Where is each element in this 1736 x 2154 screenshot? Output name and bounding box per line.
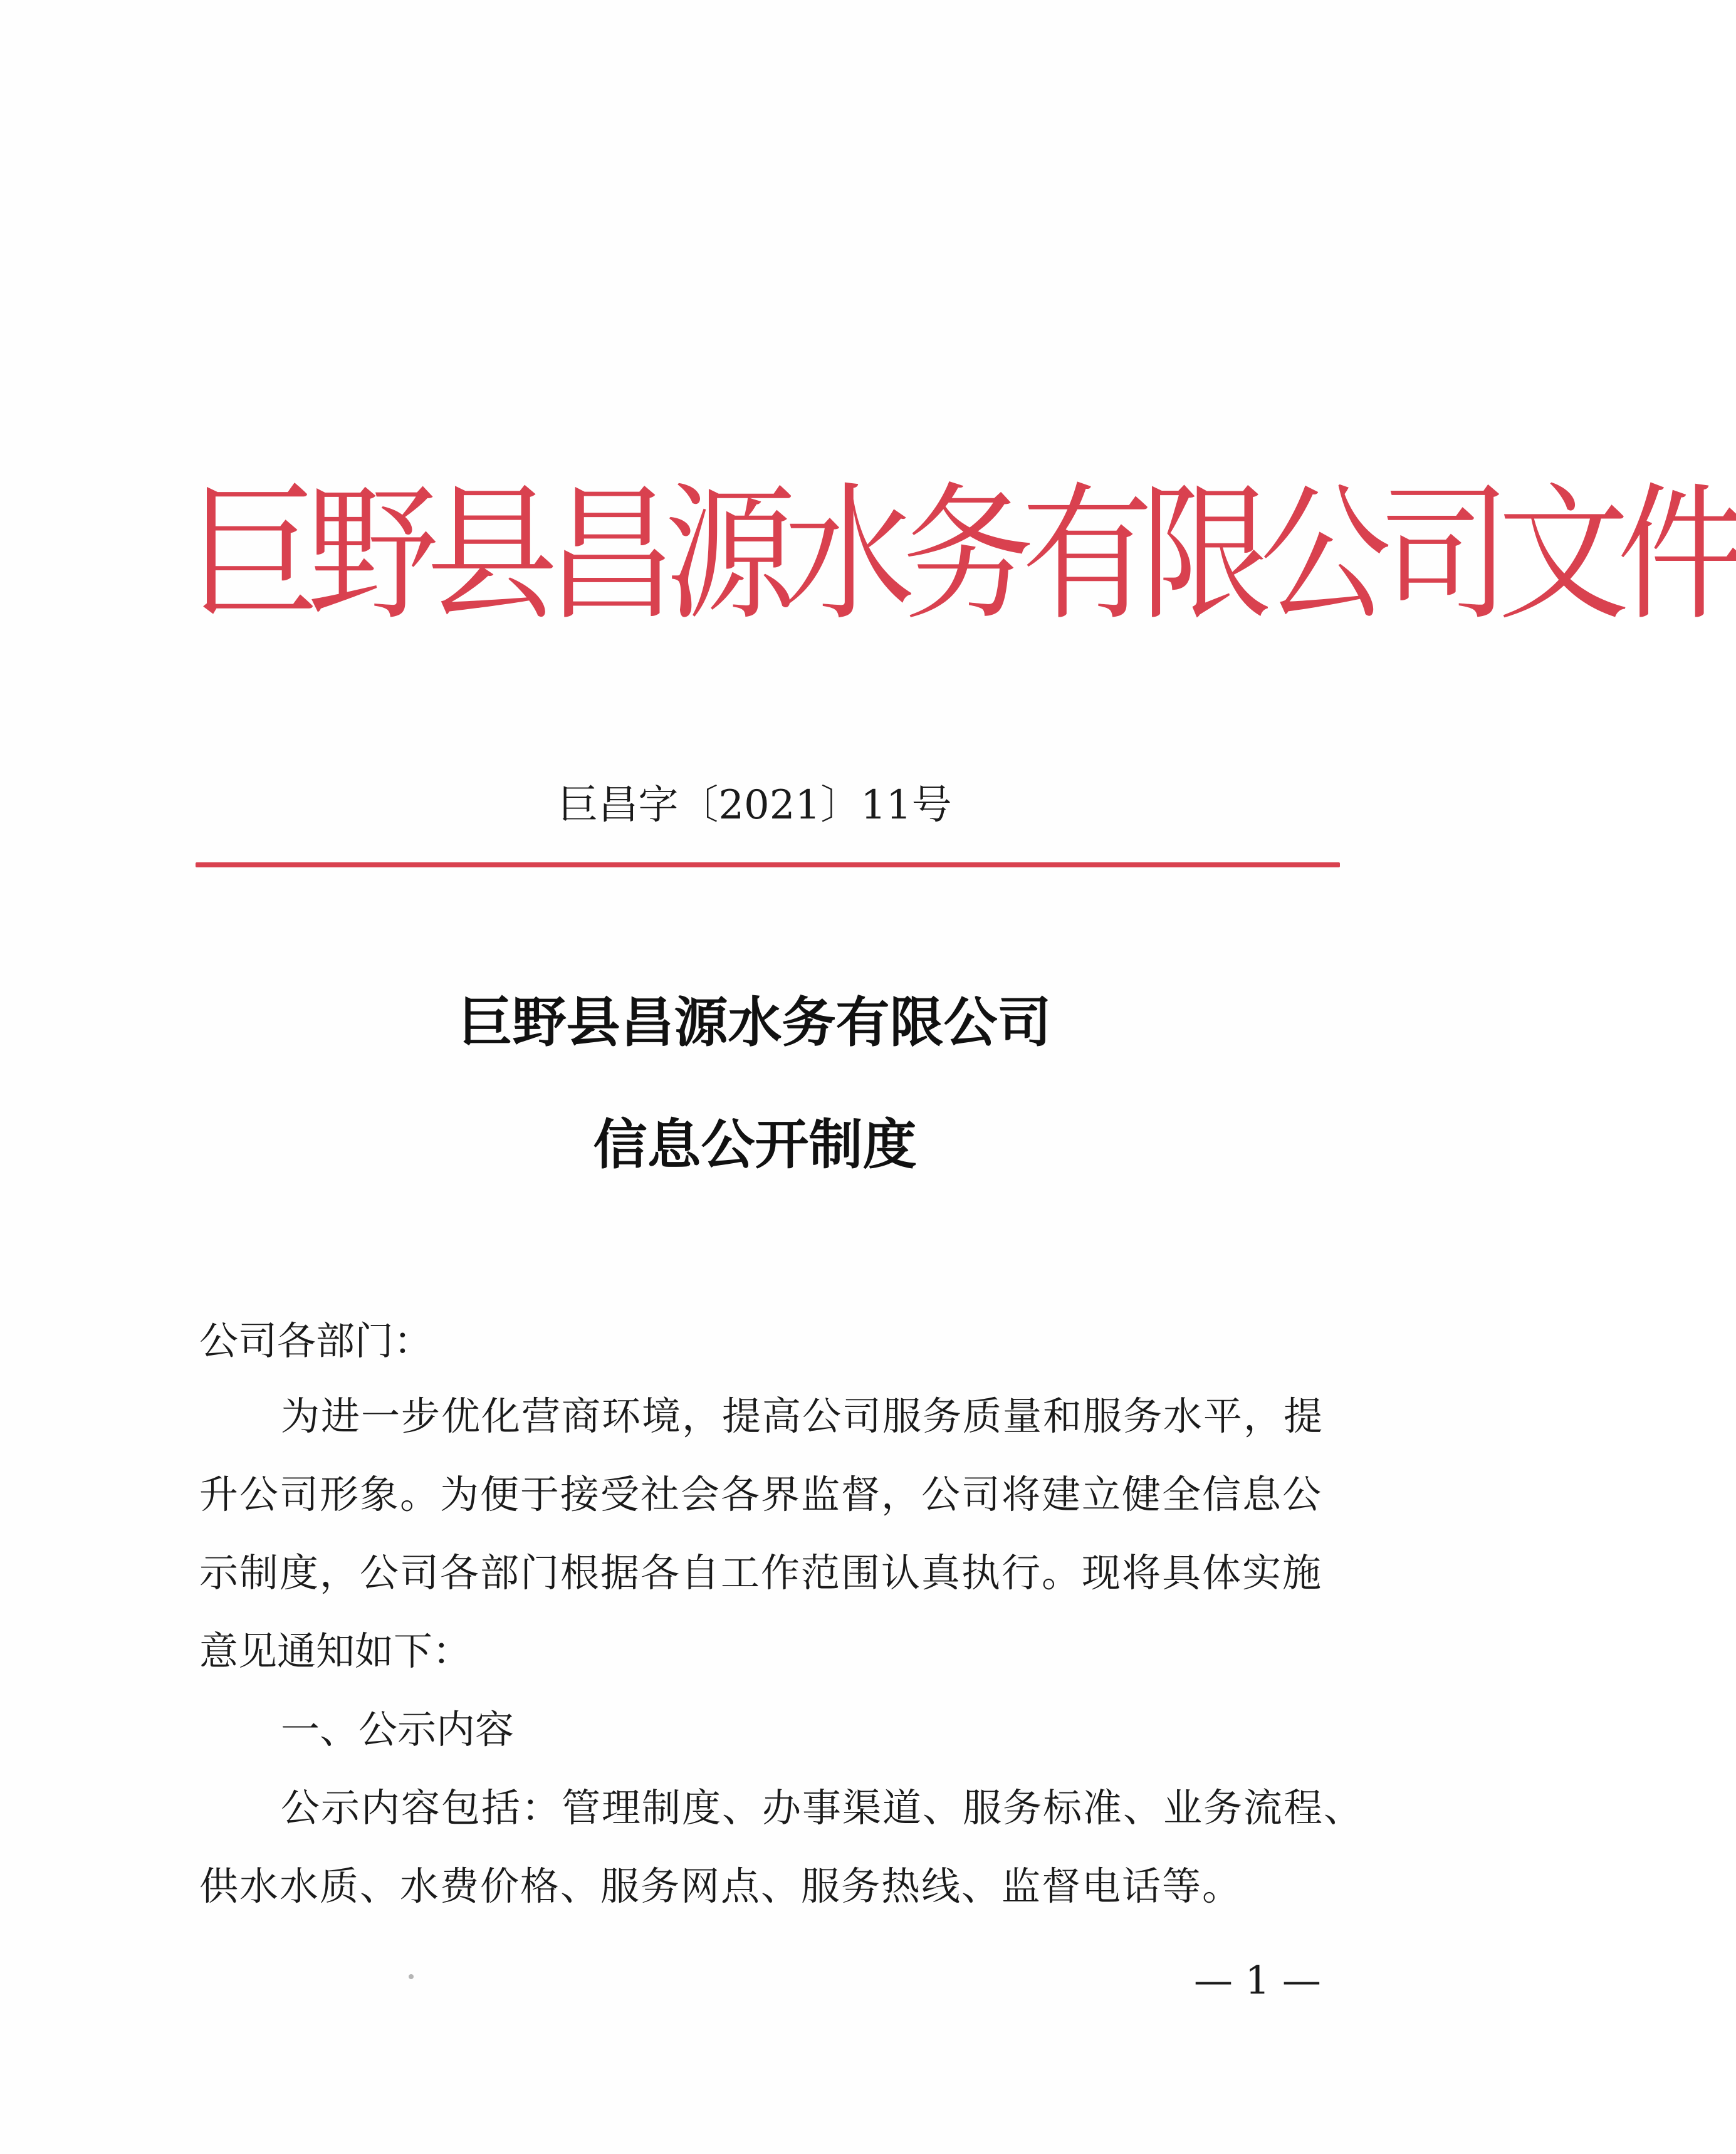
scan-speck bbox=[409, 1974, 414, 1979]
section1-heading: 一、公示内容 bbox=[281, 1707, 515, 1752]
document-number: 巨昌字〔2021〕11号 bbox=[558, 782, 952, 829]
paragraph2-line2: 供水水质、水费价格、服务网点、服务热线、监督电话等。 bbox=[199, 1863, 1243, 1909]
paragraph2-line1: 公示内容包括：管理制度、办事渠道、服务标准、业务流程、 bbox=[281, 1785, 1364, 1831]
document-title-line1: 巨野县昌源水务有限公司 bbox=[458, 991, 1052, 1054]
red-divider-line bbox=[196, 862, 1340, 867]
document-red-header: 巨野县昌源水务有限公司文件 bbox=[188, 468, 1736, 641]
document-title-line2: 信息公开制度 bbox=[593, 1114, 917, 1176]
paragraph1-line4: 意见通知如下： bbox=[199, 1628, 472, 1674]
paragraph1-line3: 示制度，公司各部门根据各自工作范围认真执行。现将具体实施 bbox=[199, 1550, 1323, 1596]
salutation: 公司各部门： bbox=[199, 1318, 433, 1364]
page-number: — 1 — bbox=[1194, 1957, 1321, 2003]
paragraph1-line2: 升公司形象。为便于接受社会各界监督，公司将建立健全信息公 bbox=[199, 1472, 1323, 1517]
paragraph1-line1: 为进一步优化营商环境，提高公司服务质量和服务水平，提 bbox=[281, 1393, 1324, 1439]
